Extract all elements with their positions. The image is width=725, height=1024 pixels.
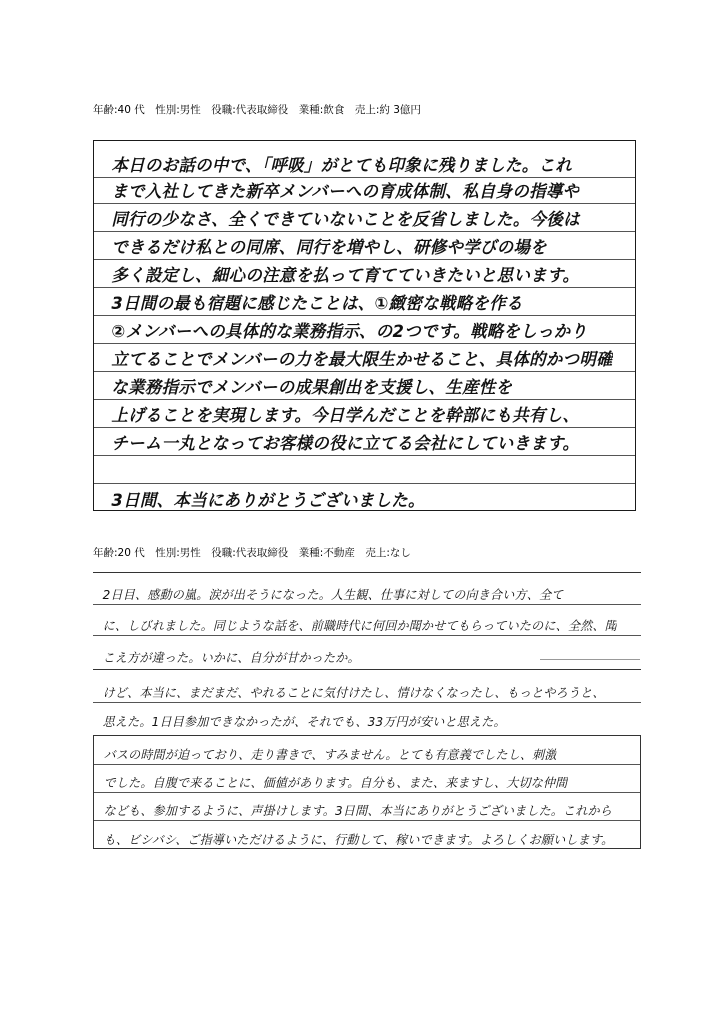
handwritten-line xyxy=(94,765,640,793)
handwritten-text: 同行の少なさ、全くできていないことを反省しました。今後は xyxy=(111,210,580,230)
handwritten-line xyxy=(93,637,641,667)
testimonial-2-handwritten-block-3 xyxy=(93,735,641,849)
faint-rule xyxy=(540,659,640,660)
handwritten-line xyxy=(94,475,635,511)
handwritten-text: 思えた。1日目参加できなかったが、それでも、33万円が安いと思えた。 xyxy=(102,714,506,729)
testimonial-1-handwritten-card xyxy=(93,140,636,511)
handwritten-text: ②メンバーへの具体的な業務指示、の2つです。戦略をしっかり xyxy=(111,322,588,342)
handwritten-text: 3日間の最も宿題に感じたことは、①緻密な戦略を作る xyxy=(111,294,523,314)
handwritten-text: でした。自腹で来ることに、価値があります。自分も、また、来ますし、大切な仲間 xyxy=(103,775,568,790)
handwritten-line xyxy=(94,737,640,765)
testimonial-2-handwritten-block-1 xyxy=(93,572,641,670)
handwritten-line xyxy=(93,704,641,731)
handwritten-text: けど、本当に、まだまだ、やれることに気付けたし、情けなくなったし、もっとやろうと、 xyxy=(102,685,605,700)
handwritten-text: な業務指示でメンバーの成果創出を支援し、生産性を xyxy=(111,378,513,398)
handwritten-line xyxy=(93,676,641,703)
handwritten-text: できるだけ私との同席、同行を増やし、研修や学びの場を xyxy=(111,238,548,258)
handwritten-text: こえ方が違った。いかに、自分が甘かったか。 xyxy=(102,650,360,665)
handwritten-line xyxy=(94,821,640,849)
handwritten-text: バスの時間が迫っており、走り書きで、すみません。とても有意義でしたし、刺激 xyxy=(103,747,557,762)
handwritten-line xyxy=(93,606,641,636)
handwritten-text: 2日目、感動の嵐。涙が出そうになった。人生観、仕事に対しての向き合い方、全て xyxy=(102,587,564,602)
handwritten-line xyxy=(94,793,640,821)
handwritten-text: 3日間、本当にありがとうございました。 xyxy=(111,491,425,511)
handwritten-text: に、しびれました。同じような話を、前職時代に何回か聞かせてもらっていたのに、全然、聞 xyxy=(102,618,617,633)
handwritten-text: まで入社してきた新卒メンバーへの育成体制、私自身の指導や xyxy=(111,182,580,202)
handwritten-text: 本日のお話の中で、「呼吸」がとても印象に残りました。これ xyxy=(111,156,572,176)
handwritten-text: チーム一丸となってお客様の役に立てる会社にしていきます。 xyxy=(111,434,580,454)
testimonial-2-meta: 年齢:20 代 性別:男性 役職:代表取締役 業種:不動産 売上:なし xyxy=(93,547,411,559)
handwritten-line xyxy=(93,575,641,605)
handwritten-text: 立てることでメンバーの力を最大限生かせること、具体的かつ明確 xyxy=(111,350,613,370)
handwritten-text: 上げることを実現します。今日学んだことを幹部にも共有し、 xyxy=(111,406,580,426)
handwritten-text: も、ビシバシ、ご指導いただけるように、行動して、稼いできます。よろしくお願いします。 xyxy=(103,832,614,847)
testimonial-2-handwritten-block-2 xyxy=(93,672,641,734)
handwritten-text: なども、参加するように、声掛けします。3日間、本当にありがとうございました。これから xyxy=(103,803,612,818)
testimonial-1-meta: 年齢:40 代 性別:男性 役職:代表取締役 業種:飲食 売上:約 3億円 xyxy=(93,104,421,116)
handwritten-text: 多く設定し、細心の注意を払って育てていきたいと思います。 xyxy=(111,266,580,286)
